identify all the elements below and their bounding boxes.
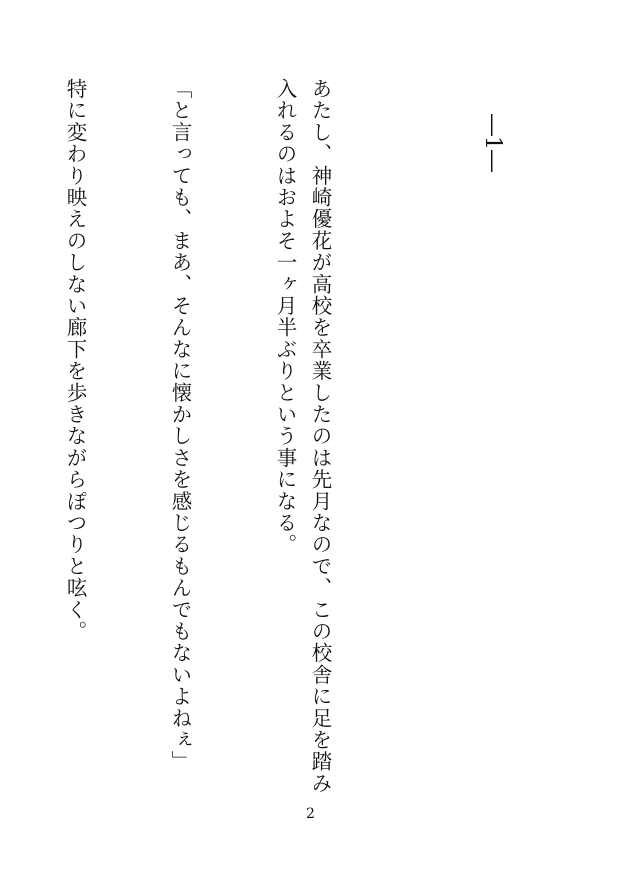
chapter-heading-text: ―1― — [480, 114, 505, 172]
paragraph: あたし、神崎優花が高校を卒業したのは先月なので、この校舎に足を踏み入れるのはおよそ一ヶ月半ぶりという事になる。 — [273, 78, 332, 795]
paragraph: 「と言っても、まあ、そんなに懐かしさを感じるもんでもないよねぇ」 — [168, 78, 192, 773]
paragraph: 特に変わり映えのしない廊下を歩きながらぽつりと呟く。 — [63, 78, 87, 643]
body-text — [0, 78, 407, 798]
page-number: 2 — [306, 806, 315, 822]
chapter-heading — [474, 78, 510, 208]
